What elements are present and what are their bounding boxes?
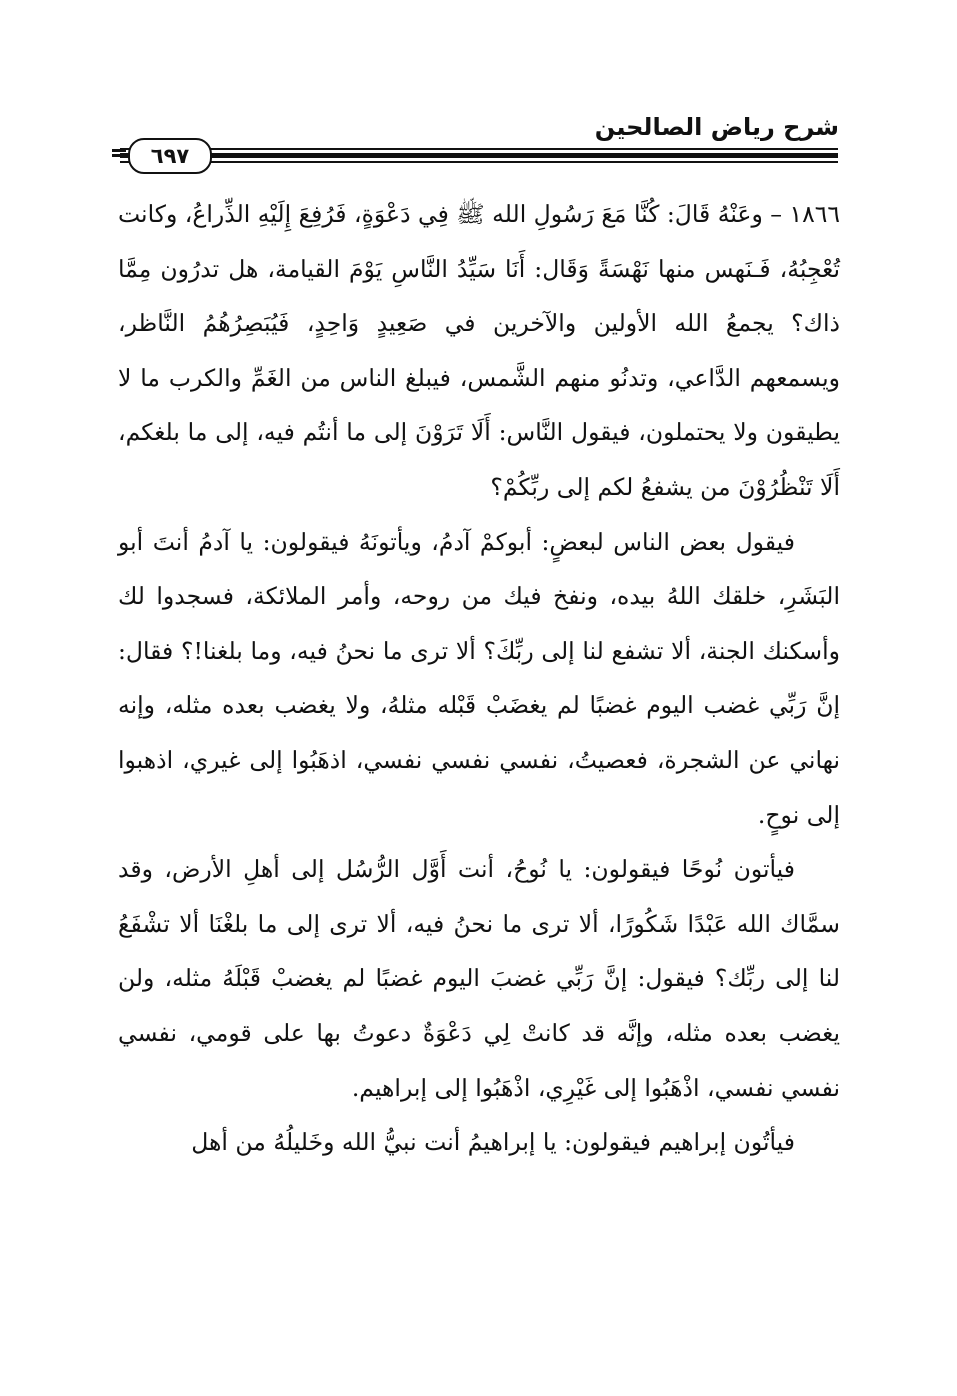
book-title: شرح رياض الصالحين: [594, 113, 839, 141]
header-rule-bottom: [120, 161, 838, 163]
paragraph-nuh: فيأتون نُوحًا فيقولون: يا نُوحُ، أنت أَوَّل الرُّسُل إلى أهلِ الأرض، وقد سمَّاك الله عَبْدًا شَكُورًا، ألا ترى ما نحنُ فيه، ألا ترى إلى ما بلغْنَا ألا تشْفَعُ لنا إلى ربِّك؟ فيقول: إنَّ رَبِّي غضبَ اليوم غضبًا لم يغضبْ قَبْلَهُ مثله، ولن يغضب بعده مثله، وإنَّه قد كانتْ لِي دَعْوَةٌ دعوتُ بها على قومي، نفسي نفسي نفسي، اذْهَبُوا إلى غَيْرِي، اذْهَبُوا إلى إبراهيم.: [118, 855, 840, 1102]
body-text: [118, 187, 840, 1170]
header-rule-thick: [120, 153, 838, 158]
paragraph-ibrahim: فيأتُون إبراهيم فيقولون: يا إبراهيمُ أنت نبيُّ الله وخَليلُهُ من أهل: [191, 1128, 795, 1157]
header-rule-top: [120, 148, 838, 150]
page-number-badge: ٦٩٧: [128, 138, 212, 174]
paragraph-adam: فيقول بعض الناس لبعضٍ: أبوكمْ آدمُ، ويأتونَهُ فيقولون: يا آدمُ أنتَ أبو البَشَرِ، خلقك اللهُ بيده، ونفخ فيك من روحه، وأمر الملائكة، فسجدوا لك وأسكنك الجنة، ألا تشفع لنا إلى ربِّكَ؟ ألا ترى ما نحنُ فيه، وما بلغنا!؟ فقال: إنَّ رَبِّي غضب اليوم غضبًا لم يغضَبْ قَبْله مثلهُ، ولا يغضب بعده مثله، وإنه نهاني عن الشجرة، فعصيتُ، نفسي نفسي نفسي، اذهَبُوا إلى غيري، اذهبوا إلى نوحٍ.: [118, 527, 840, 829]
rule-end-mark: [112, 149, 126, 161]
paragraph-hadith-1866: ١٨٦٦ – وعَنْهُ قَالَ: كُنَّا مَعَ رَسُولِ الله ﷺ فِي دَعْوَةٍ، فَرُفِعَ إِلَيْهِ الذِّراعُ، وكانت تُعْجِبُهُ، فَـنَهس منها نَهْسَةً وَقَال: أَنَا سَيِّدُ النَّاسِ يَوْمَ القيامة، هل تدرُون مِمَّا ذاك؟ يجمعُ الله الأولين والآخرين في صَعِيدٍ وَاحِدٍ، فَيُبَصِرُهُمُ النَّاظر، ويسمعهم الدَّاعي، وتدنُو منهم الشَّمس، فيبلغ الناس من الغَمِّ والكرب ما لا يطيقون ولا يحتملون، فيقول النَّاس: أَلَا تَرَوْنَ إلى ما أنتُم فيه، إلى ما بلغكم، أَلَا تَنْظُرُوْنَ من يشفعُ لكم إلى ربِّكُمْ؟: [117, 200, 840, 501]
